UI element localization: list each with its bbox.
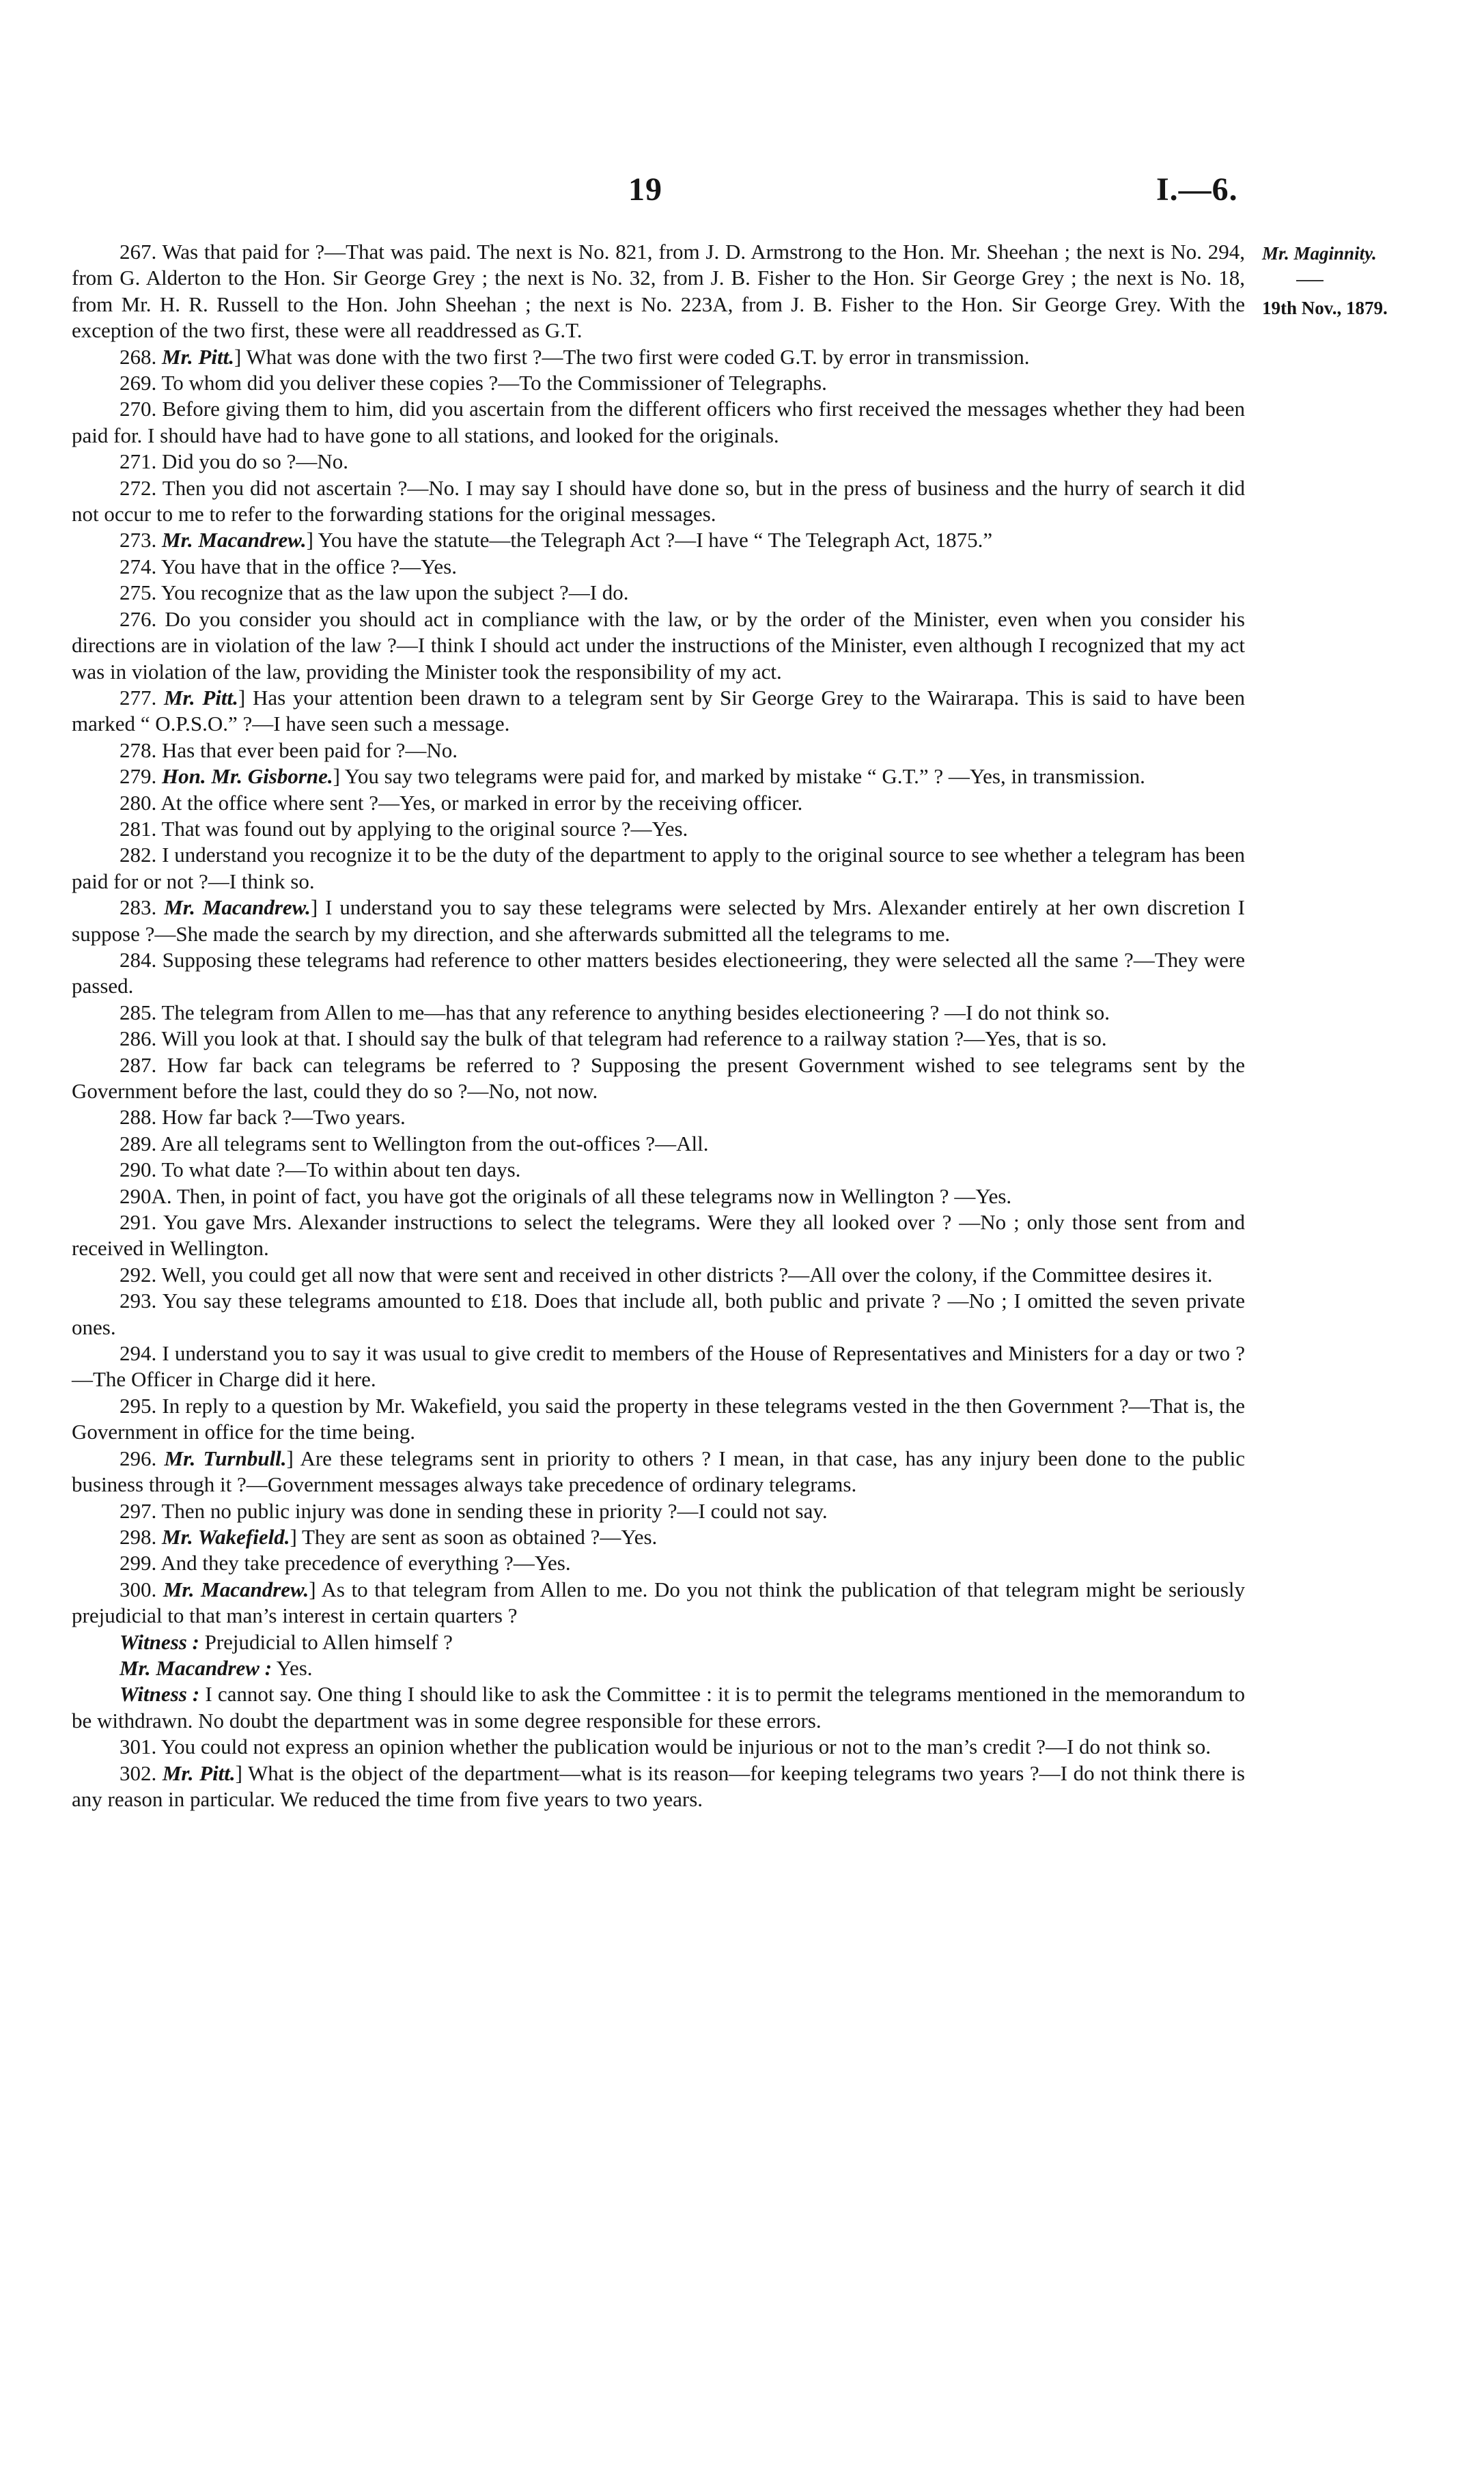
evidence-paragraph <box>72 344 1245 370</box>
evidence-paragraph <box>72 738 1245 763</box>
speaker-name: Hon. Mr. Gisborne. <box>162 764 333 789</box>
paragraph-text: 284. Supposing these telegrams had reference to other matters besides electioneering, they were selected all the same ?—They were passed. <box>72 947 1245 998</box>
evidence-paragraph <box>72 763 1245 789</box>
evidence-paragraph <box>72 1341 1245 1393</box>
paragraph-text: 286. Will you look at that. I should say the bulk of that telegram had reference to a railway station ?—Yes, that is so. <box>120 1026 1107 1051</box>
question-number: 273. <box>120 528 162 552</box>
question-number: 296. <box>120 1446 165 1470</box>
paragraph-text: 271. Did you do so ?—No. <box>120 449 348 474</box>
paragraph-text: 285. The telegram from Allen to me—has that any reference to anything besides electioneering ? —I do not think so. <box>120 1000 1110 1024</box>
paragraph-text: 267. Was that paid for ?—That was paid. The next is No. 821, from J. D. Armstrong to the Hon. Mr. Sheehan ; the next is No. 294, from G. Alderton to the Hon. Sir George Grey ; the next is No. 32, from J. B. Fisher to the Hon. Sir George Grey ; the next is No. 18, from Mr. H. R. Russell to the Hon. John Sheehan ; the next is No. 223A, from J. B. Fisher to the Hon. Sir George Grey. With the exception of the two first, these were all readdressed as G.T. <box>72 240 1245 343</box>
question-number: 298. <box>120 1524 162 1549</box>
paragraph-text: 293. You say these telegrams amounted to £18. Does that include all, both public and private ? —No ; I omitted the seven private ones. <box>72 1289 1245 1339</box>
evidence-paragraph <box>72 1131 1245 1157</box>
evidence-paragraph <box>72 396 1245 449</box>
margin-witness-name: Mr. Maginnity. <box>1262 243 1377 264</box>
paragraph-text: ] Are these telegrams sent in priority to others ? I mean, in that case, has any injury been done to the public business through it ?—Government messages always take precedence of ordinary telegrams. <box>72 1446 1245 1497</box>
evidence-paragraph <box>72 1524 1245 1550</box>
evidence-paragraph <box>72 790 1245 816</box>
paragraph-text: 289. Are all telegrams sent to Wellington from the out-offices ?—All. <box>120 1131 709 1155</box>
paragraph-text: 272. Then you did not ascertain ?—No. I may say I should have done so, but in the press of business and the hurry of search it did not occur to me to refer to the forwarding stations for the original messages. <box>72 475 1245 527</box>
evidence-paragraph <box>72 1577 1245 1629</box>
margin-divider <box>1296 280 1324 281</box>
paragraph-text: 290A. Then, in point of fact, you have got the originals of all these telegrams now in Wellington ? —Yes. <box>120 1183 1012 1208</box>
evidence-paragraph <box>72 580 1245 606</box>
paragraph-text: 288. How far back ?—Two years. <box>120 1105 406 1130</box>
paragraph-text: ] As to that telegram from Allen to me. Do you not think the publication of that telegram might be seriously prejudicial to that man’s interest in certain quarters ? <box>72 1577 1245 1628</box>
paragraph-text: 281. That was found out by applying to the original source ?—Yes. <box>120 816 688 841</box>
evidence-paragraph <box>72 1446 1245 1498</box>
evidence-paragraph <box>72 1498 1245 1524</box>
paragraph-text: 295. In reply to a question by Mr. Wakefield, you said the property in these telegrams vested in the then Government ?—That is, the Government in office for the time being. <box>72 1393 1245 1444</box>
question-number: 268. <box>120 344 162 369</box>
margin-date: 19th Nov., 1879. <box>1262 298 1388 318</box>
evidence-paragraph <box>72 475 1245 528</box>
paragraph-text: ] They are sent as soon as obtained ?—Yes. <box>290 1524 658 1549</box>
paragraph-text: 282. I understand you recognize it to be the duty of the department to apply to the original source to see whether a telegram has been paid for or not ?—I think so. <box>72 843 1245 893</box>
paragraph-text: 278. Has that ever been paid for ?—No. <box>120 738 458 762</box>
speaker-name: Mr. Macandrew. <box>163 1577 309 1601</box>
speaker-name: Mr. Pitt. <box>163 685 238 710</box>
evidence-paragraph <box>72 527 1245 553</box>
paragraph-text: 275. You recognize that as the law upon the subject ?—I do. <box>120 580 629 605</box>
speaker-name: Mr. Pitt. <box>162 1761 236 1785</box>
question-number: 283. <box>120 895 165 920</box>
evidence-paragraph <box>72 842 1245 895</box>
evidence-paragraph <box>72 947 1245 1000</box>
paragraph-text: 292. Well, you could get all now that were sent and received in other districts ?—All over the colony, if the Committee desires it. <box>120 1262 1213 1287</box>
evidence-paragraph <box>72 1000 1245 1026</box>
evidence-paragraph <box>72 1761 1245 1813</box>
paragraph-text: 280. At the office where sent ?—Yes, or marked in error by the receiving officer. <box>120 790 803 815</box>
evidence-paragraph <box>72 1183 1245 1209</box>
paragraph-text: 274. You have that in the office ?—Yes. <box>120 554 457 578</box>
paragraph-text: 297. Then no public injury was done in sending these in priority ?—I could not say. <box>120 1498 828 1523</box>
speaker-name: Mr. Macandrew : <box>120 1655 272 1680</box>
evidence-paragraph <box>72 239 1245 344</box>
evidence-paragraph <box>72 1262 1245 1288</box>
paragraph-text: 287. How far back can telegrams be referred to ? Supposing the present Government wished to see telegrams sent by the Government before the last, could they do so ?—No, not now. <box>72 1052 1245 1103</box>
paragraph-text: Prejudicial to Allen himself ? <box>199 1629 453 1654</box>
evidence-paragraph <box>72 1209 1245 1262</box>
speaker-name: Mr. Wakefield. <box>162 1524 290 1549</box>
page-number: 19 <box>628 171 662 208</box>
evidence-paragraph <box>72 685 1245 738</box>
speaker-name: Mr. Macandrew. <box>162 528 307 552</box>
question-number: 277. <box>120 685 164 710</box>
speaker-name: Mr. Turnbull. <box>164 1446 287 1470</box>
speaker-name: Witness : <box>120 1682 200 1707</box>
evidence-paragraph <box>72 1550 1245 1576</box>
evidence-paragraph <box>72 1681 1245 1734</box>
evidence-paragraph <box>72 1629 1245 1655</box>
paragraph-text: ] What was done with the two first ?—The two first were coded G.T. by error in transmission. <box>234 344 1030 369</box>
evidence-paragraph <box>72 1104 1245 1130</box>
paragraph-text: ] Has your attention been drawn to a telegram sent by Sir George Grey to the Wairarapa. This is said to have been marked “ O.P.S.O.” ?—I have seen such a message. <box>72 685 1245 736</box>
evidence-paragraph <box>72 1655 1245 1681</box>
speaker-name: Mr. Macandrew. <box>164 895 311 920</box>
evidence-body <box>72 239 1245 1812</box>
paragraph-text: 301. You could not express an opinion whether the publication would be injurious or not to the man’s credit ?—I do not think so. <box>120 1735 1212 1759</box>
page-header <box>0 171 1484 219</box>
speaker-name: Witness : <box>120 1629 199 1654</box>
evidence-paragraph <box>72 554 1245 580</box>
question-number: 302. <box>120 1761 163 1785</box>
evidence-paragraph <box>72 1157 1245 1183</box>
paragraph-text: ] You have the statute—the Telegraph Act ?—I have “ The Telegraph Act, 1875.” <box>306 528 993 552</box>
evidence-paragraph <box>72 895 1245 947</box>
evidence-paragraph <box>72 1026 1245 1052</box>
speaker-name: Mr. Pitt. <box>162 344 234 369</box>
paragraph-text: 294. I understand you to say it was usual to give credit to members of the House of Representatives and Ministers for a day or two ?—The Officer in Charge did it here. <box>72 1341 1245 1392</box>
paragraph-text: ] I understand you to say these telegrams were selected by Mrs. Alexander entirely at her own discretion I suppose ?—She made the search by my direction, and she afterwards submitted all the telegrams to me. <box>72 895 1245 946</box>
paragraph-text: 276. Do you consider you should act in compliance with the law, or by the order of the Minister, even when you consider his directions are in violation of the law ?—I think I should act under the instructions of the Minister, even although I recognized that my act was in violation of the law, providing the Minister took the responsibility of my act. <box>72 606 1245 684</box>
paragraph-text: I cannot say. One thing I should like to ask the Committee : it is to permit the telegrams mentioned in the memorandum to be withdrawn. No doubt the department was in some degree responsible for these errors. <box>72 1682 1245 1733</box>
evidence-paragraph <box>72 1052 1245 1105</box>
evidence-paragraph <box>72 816 1245 842</box>
paragraph-text: 269. To whom did you deliver these copies ?—To the Commissioner of Telegraphs. <box>120 371 827 395</box>
evidence-paragraph <box>72 1734 1245 1760</box>
evidence-paragraph <box>72 606 1245 685</box>
paragraph-text: 290. To what date ?—To within about ten days. <box>120 1158 521 1182</box>
question-number: 279. <box>120 764 162 789</box>
evidence-paragraph <box>72 1288 1245 1341</box>
paragraph-text: Yes. <box>272 1655 313 1680</box>
evidence-paragraph <box>72 370 1245 396</box>
paragraph-text: ] What is the object of the department—what is its reason—for keeping telegrams two years ?—I do not think there is any reason in particular. We reduced the time from five years to two years. <box>72 1761 1245 1811</box>
evidence-paragraph <box>72 449 1245 475</box>
document-reference: I.—6. <box>1156 171 1238 208</box>
evidence-paragraph <box>72 1393 1245 1446</box>
question-number: 300. <box>120 1577 163 1601</box>
paragraph-text: 291. You gave Mrs. Alexander instructions to select the telegrams. Were they all looked over ? —No ; only those sent from and received in Wellington. <box>72 1210 1245 1261</box>
paragraph-text: 299. And they take precedence of everything ?—Yes. <box>120 1551 571 1575</box>
paragraph-text: ] You say two telegrams were paid for, and marked by mistake “ G.T.” ? —Yes, in transmission. <box>333 764 1145 789</box>
paragraph-text: 270. Before giving them to him, did you ascertain from the different officers who first received the messages whether they had been paid for. I should have had to have gone to all stations, and looked for the originals. <box>72 397 1245 447</box>
